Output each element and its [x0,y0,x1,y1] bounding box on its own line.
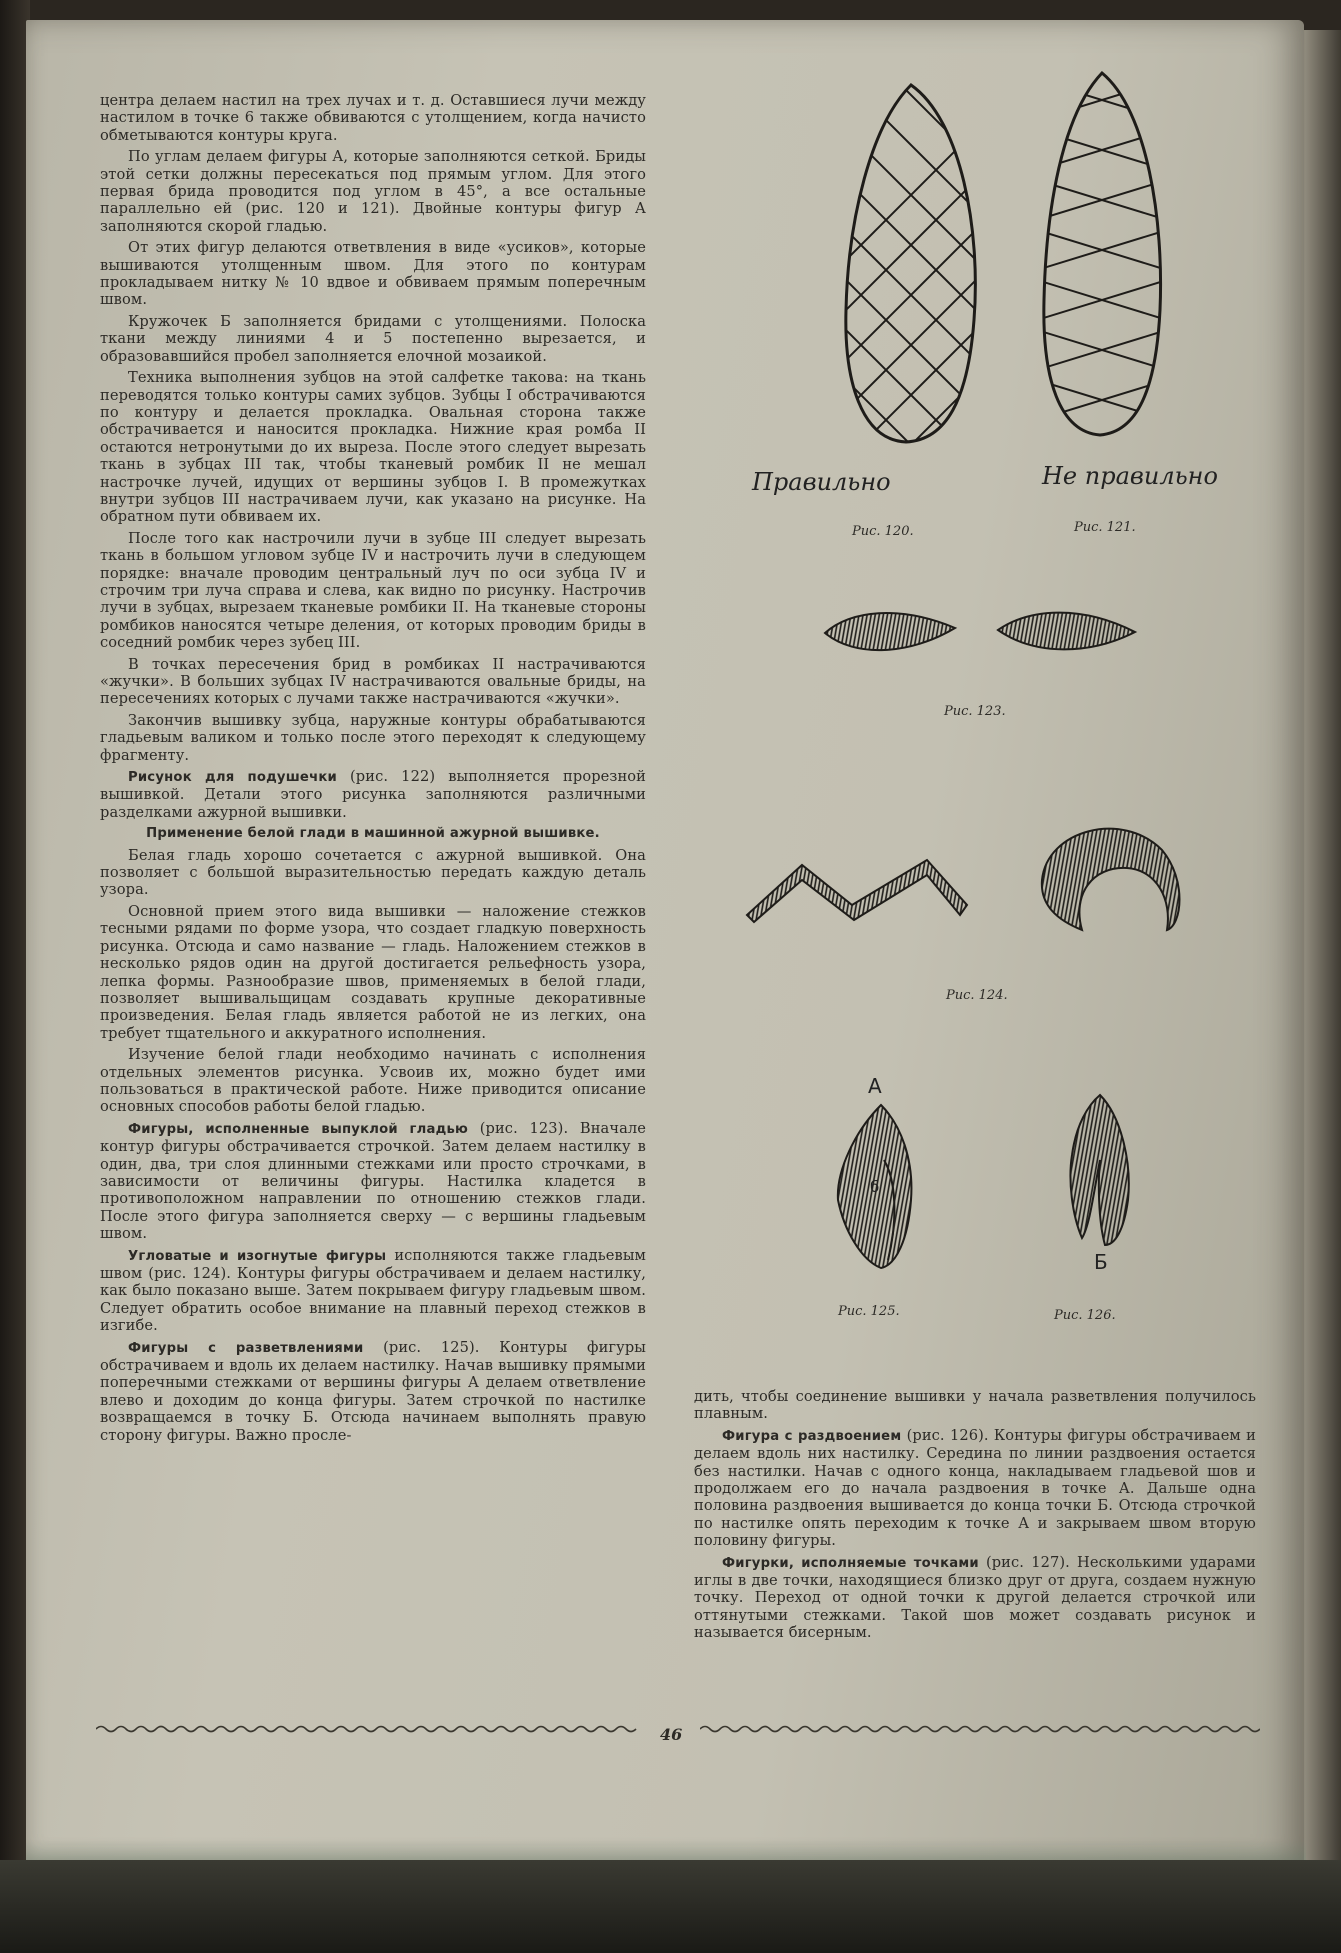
paragraph: центра делаем настил на трех лучах и т. д. Оставшиеся лучи между настилом в точке 6 также обвиваются с утолщением, когда начисто обметываются контуры круга. [100,92,646,144]
bottom-shadow [0,1860,1341,1953]
paragraph: Фигуры с разветвлениями (рис. 125). Контуры фигуры обстрачиваем и вдоль их делаем настилку. Начав вышивку прямыми поперечными стежками от вершины фигуры А делаем ответвление влево и доходим до конца фигуры. Затем строчкой по настилке возвращаемся в точку Б. Отсюда начинаем выполнять правую сторону фигуры. Важно просле- [100,1338,646,1444]
label-letter-a: А [868,1074,882,1098]
section-heading: Применение белой глади в машинной ажурной вышивке. [146,826,600,842]
right-text-column [694,1388,1256,1646]
footer-ornament-right [700,1722,1260,1736]
figure-120-leaf-correct [836,80,986,450]
caption-fig-126: Рис. 126. [1054,1308,1116,1323]
left-text-column [100,92,646,1448]
paragraph: Фигуры, исполненные выпуклой гладью (рис. 123). Вначале контур фигуры обстрачивается строчкой. Затем делаем настилку в один, два, три слоя длинными стежками или просто строчками, в зависимости от величины фигуры. Настилка кладется в противоположном направлении по отношению стежков глади. После этого фигура заполняется сверху — с вершины гладьевым швом. [100,1119,647,1243]
paragraph: Техника выполнения зубцов на этой салфетке такова: на ткань переводятся только контуры самих зубцов. Зубцы I обстрачиваются по контуру и делается прокладка. Овальная сторона также обстрачивается и наносится прокладка. Нижние края ромба II остаются нетронутыми до их выреза. После этого следует вырезать ткань в зубцах III так, чтобы тканевый ромбик II не мешал настрочке лучей, идущих от вершины зубцов I. В промежутках внутри зубцов III настрачиваем лучи, как указано на рисунке. На обратном пути обвиваем их. [100,369,646,526]
run-in-heading: Фигурки, исполняемые точками [722,1555,979,1571]
run-in-heading: Фигуры, исполненные выпуклой гладью [128,1121,469,1137]
caption-fig-120: Рис. 120. [852,524,914,539]
figure-121-leaf-incorrect [1032,70,1172,445]
run-in-heading: Фигура с раздвоением [722,1428,902,1444]
caption-fig-123: Рис. 123. [944,704,1006,719]
paragraph: Угловатые и изогнутые фигуры исполняются также гладьевым швом (рис. 124). Контуры фигуры обстрачиваем и делаем настилку, как было показано выше. Затем покрываем фигуру гладьевым швом. Следует обратить особое внимание на плавный переход стежков в изгибе. [100,1246,646,1335]
label-correct: Правильно [752,468,891,496]
page-number: 46 [660,1725,683,1744]
paragraph: Рисунок для подушечки (рис. 122) выполняется прорезной вышивкой. Детали этого рисунка заполняются различными разделками ажурной вышивки. [100,768,646,821]
figure-124-angular-shapes [742,810,1212,940]
label-letter-b-fig125: б [870,1178,880,1196]
paragraph: Основной прием этого вида вышивки — наложение стежков тесными рядами по форме узора, что создает гладкую поверхность рисунка. Отсюда и само название — гладь. Наложением стежков в несколько рядов один на другой достигается рельефность узора, лепка формы. Разнообразие швов, применяемых в белой глади, позволяет вышивальщицам создавать крупные декоративные произведения. Белая гладь является работой не из легких, она требует тщательного и аккуратного исполнения. [100,902,646,1042]
paragraph: Закончив вышивку зубца, наружные контуры обрабатываются гладьевым валиком и только после этого переходят к следующему фрагменту. [100,711,646,764]
run-in-heading: Фигуры с разветвлениями [128,1340,364,1356]
figure-126-split-shape [1060,1090,1140,1250]
paragraph: Фигура с раздвоением (рис. 126). Контуры фигуры обстрачиваем и делаем вдоль них настилку. Середина по линии раздвоения остается без настилки. Начав с одного конца, накладываем гладьевой шов и продолжаем его до начала раздвоения в точке А. Дальше одна половина раздвоения вышивается до конца точки Б. Отсюда строчкой по настилке опять переходим к точке А и закрываем швом вторую половину фигуры. [694,1426,1256,1550]
paragraph: В точках пересечения брид в ромбиках II настрачиваются «жучки». В больших зубцах IV настрачиваются овальные бриды, на пересечениях которых с лучами также настрачиваются «жучки». [100,655,646,708]
paragraph: Фигурки, исполняемые точками (рис. 127). Несколькими ударами иглы в две точки, находящиеся близко друг от друга, создаем нужную точку. Переход от одной точки к другой делается строчкой или оттянутыми стежками. Такой шов может создавать рисунок и называется бисерным. [694,1553,1256,1642]
label-incorrect: Не правильно [1042,462,1218,490]
figure-125-branching-shape [826,1100,936,1275]
paragraph: Белая гладь хорошо сочетается с ажурной вышивкой. Она позволяет с большой выразительностью передать каждую деталь узора. [100,846,646,899]
paragraph: дить, чтобы соединение вышивки у начала разветвления получилось плавным. [694,1388,1256,1423]
label-letter-b-fig126: Б [1094,1250,1108,1274]
paragraph: После того как настрочили лучи в зубце III следует вырезать ткань в большом угловом зубце IV и настрочить лучи в следующем порядке: вначале проводим центральный луч по оси зубца IV и строчим три луча справа и слева, как видно по рисунку. Настрочив лучи в зубцах, вырезаем тканевые ромбики II. На тканевые стороны ромбиков наносятся четыре деления, от которых проводим бриды в соседний ромбик через зубец III. [100,529,646,652]
caption-fig-124: Рис. 124. [946,988,1008,1003]
figure-123-satin-shapes [820,600,1140,670]
paragraph: Кружочек Б заполняется бридами с утолщениями. Полоска ткани между линиями 4 и 5 постепенно вырезается, и образовавшийся пробел заполняется елочной мозаикой. [100,312,646,365]
run-in-heading: Рисунок для подушечки [128,770,337,786]
run-in-heading: Угловатые и изогнутые фигуры [128,1248,387,1264]
paragraph: Изучение белой глади необходимо начинать с исполнения отдельных элементов рисунка. Усвоив их, можно будет ими пользоваться в практической работе. Ниже приводится описание основных способов работы белой гладью. [100,1046,646,1116]
footer-ornament-left [96,1722,646,1736]
paragraph: По углам делаем фигуры А, которые заполняются сеткой. Бриды этой сетки должны пересекаться под прямым углом. Для этого первая брида проводится под углом в 45°, а все остальные параллельно ей (рис. 120 и 121). Двойные контуры фигур А заполняются скорой гладью. [100,148,646,235]
caption-fig-125: Рис. 125. [838,1304,900,1319]
paragraph: От этих фигур делаются ответвления в виде «усиков», которые вышиваются утолщенным швом. Для этого по контурам прокладываем нитку № 10 вдвое и обвиваем прямым поперечным швом. [100,239,646,309]
caption-fig-121: Рис. 121. [1074,520,1136,535]
